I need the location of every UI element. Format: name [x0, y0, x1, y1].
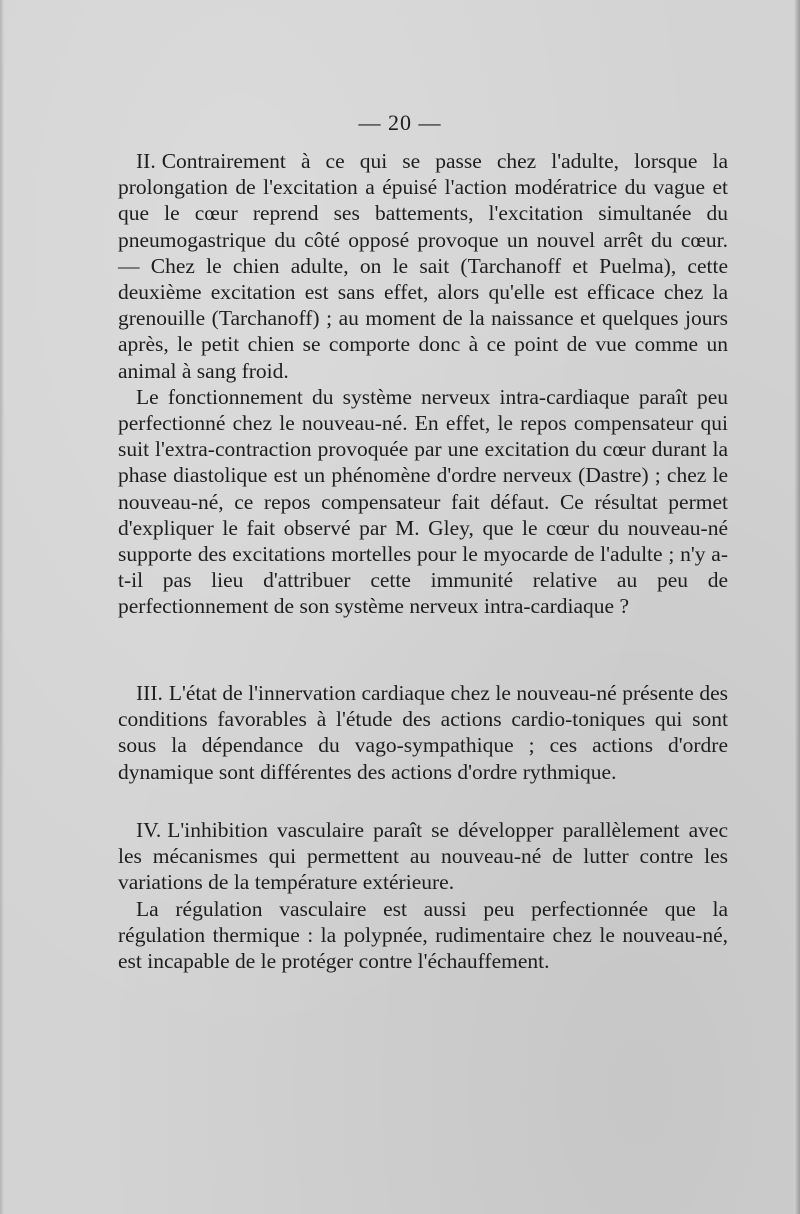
section-numeral: III.	[136, 681, 163, 705]
section-iv	[118, 817, 728, 974]
section-numeral: IV.	[136, 818, 162, 842]
paragraph-text: L'inhibition vasculaire paraît se développer parallèlement avec les mécanismes qui permettent au nouveau-né de lutter contre les variations de la température extérieure.	[118, 818, 728, 895]
section-numeral: II.	[136, 149, 156, 173]
section-iv-paragraph-1	[118, 817, 728, 896]
paragraph-text: L'état de l'innervation cardiaque chez le nouveau-né présente des conditions favorables à l'étude des actions cardio-toniques qui sont sous la dépendance du vago-sympathique ; ces actions d'ordre dynamique sont différentes des actions d'ordre rythmique.	[118, 681, 728, 784]
section-iv-paragraph-2: La régulation vasculaire est aussi peu perfectionnée que la régulation thermique : la polypnée, rudimentaire chez le nouveau-né, est incapable de le protéger contre l'échauffement.	[118, 896, 728, 974]
page-right-edge-shadow	[794, 0, 800, 1214]
page-left-edge-shadow	[0, 0, 4, 1214]
section-iii	[118, 680, 728, 785]
section-iii-paragraph-1	[118, 680, 728, 785]
section-ii	[118, 148, 728, 620]
section-ii-paragraph-1	[118, 148, 728, 384]
section-ii-paragraph-2: Le fonctionnement du système nerveux intra-cardiaque paraît peu perfectionné chez le nouveau-né. En effet, le repos compensateur qui suit l'extra-contraction provoquée par une excitation du cœur durant la phase diastolique est un phénomène d'ordre nerveux (Dastre) ; chez le nouveau-né, ce repos compensateur fait défaut. Ce résultat permet d'expliquer le fait observé par M. Gley, que le cœur du nouveau-né supporte des excitations mortelles pour le myocarde de l'adulte ; n'y a-t-il pas lieu d'attribuer cette immunité relative au peu de perfectionnement de son système nerveux intra-cardiaque ?	[118, 384, 728, 619]
page-number: — 20 —	[358, 110, 442, 135]
paragraph-text: Contrairement à ce qui se passe chez l'adulte, lorsque la prolongation de l'excitation a épuisé l'action modératrice du vague et que le cœur reprend ses battements, l'excitation simultanée du pneumogastrique du côté opposé provoque un nouvel arrêt du cœur. — Chez le chien adulte, on le sait (Tarchanoff et Puelma), cette deuxième excitation est sans effet, alors qu'elle est efficace chez la grenouille (Tarchanoff) ; au moment de la naissance et quelques jours après, le petit chien se comporte donc à ce point de vue comme un animal à sang froid.	[118, 149, 728, 383]
